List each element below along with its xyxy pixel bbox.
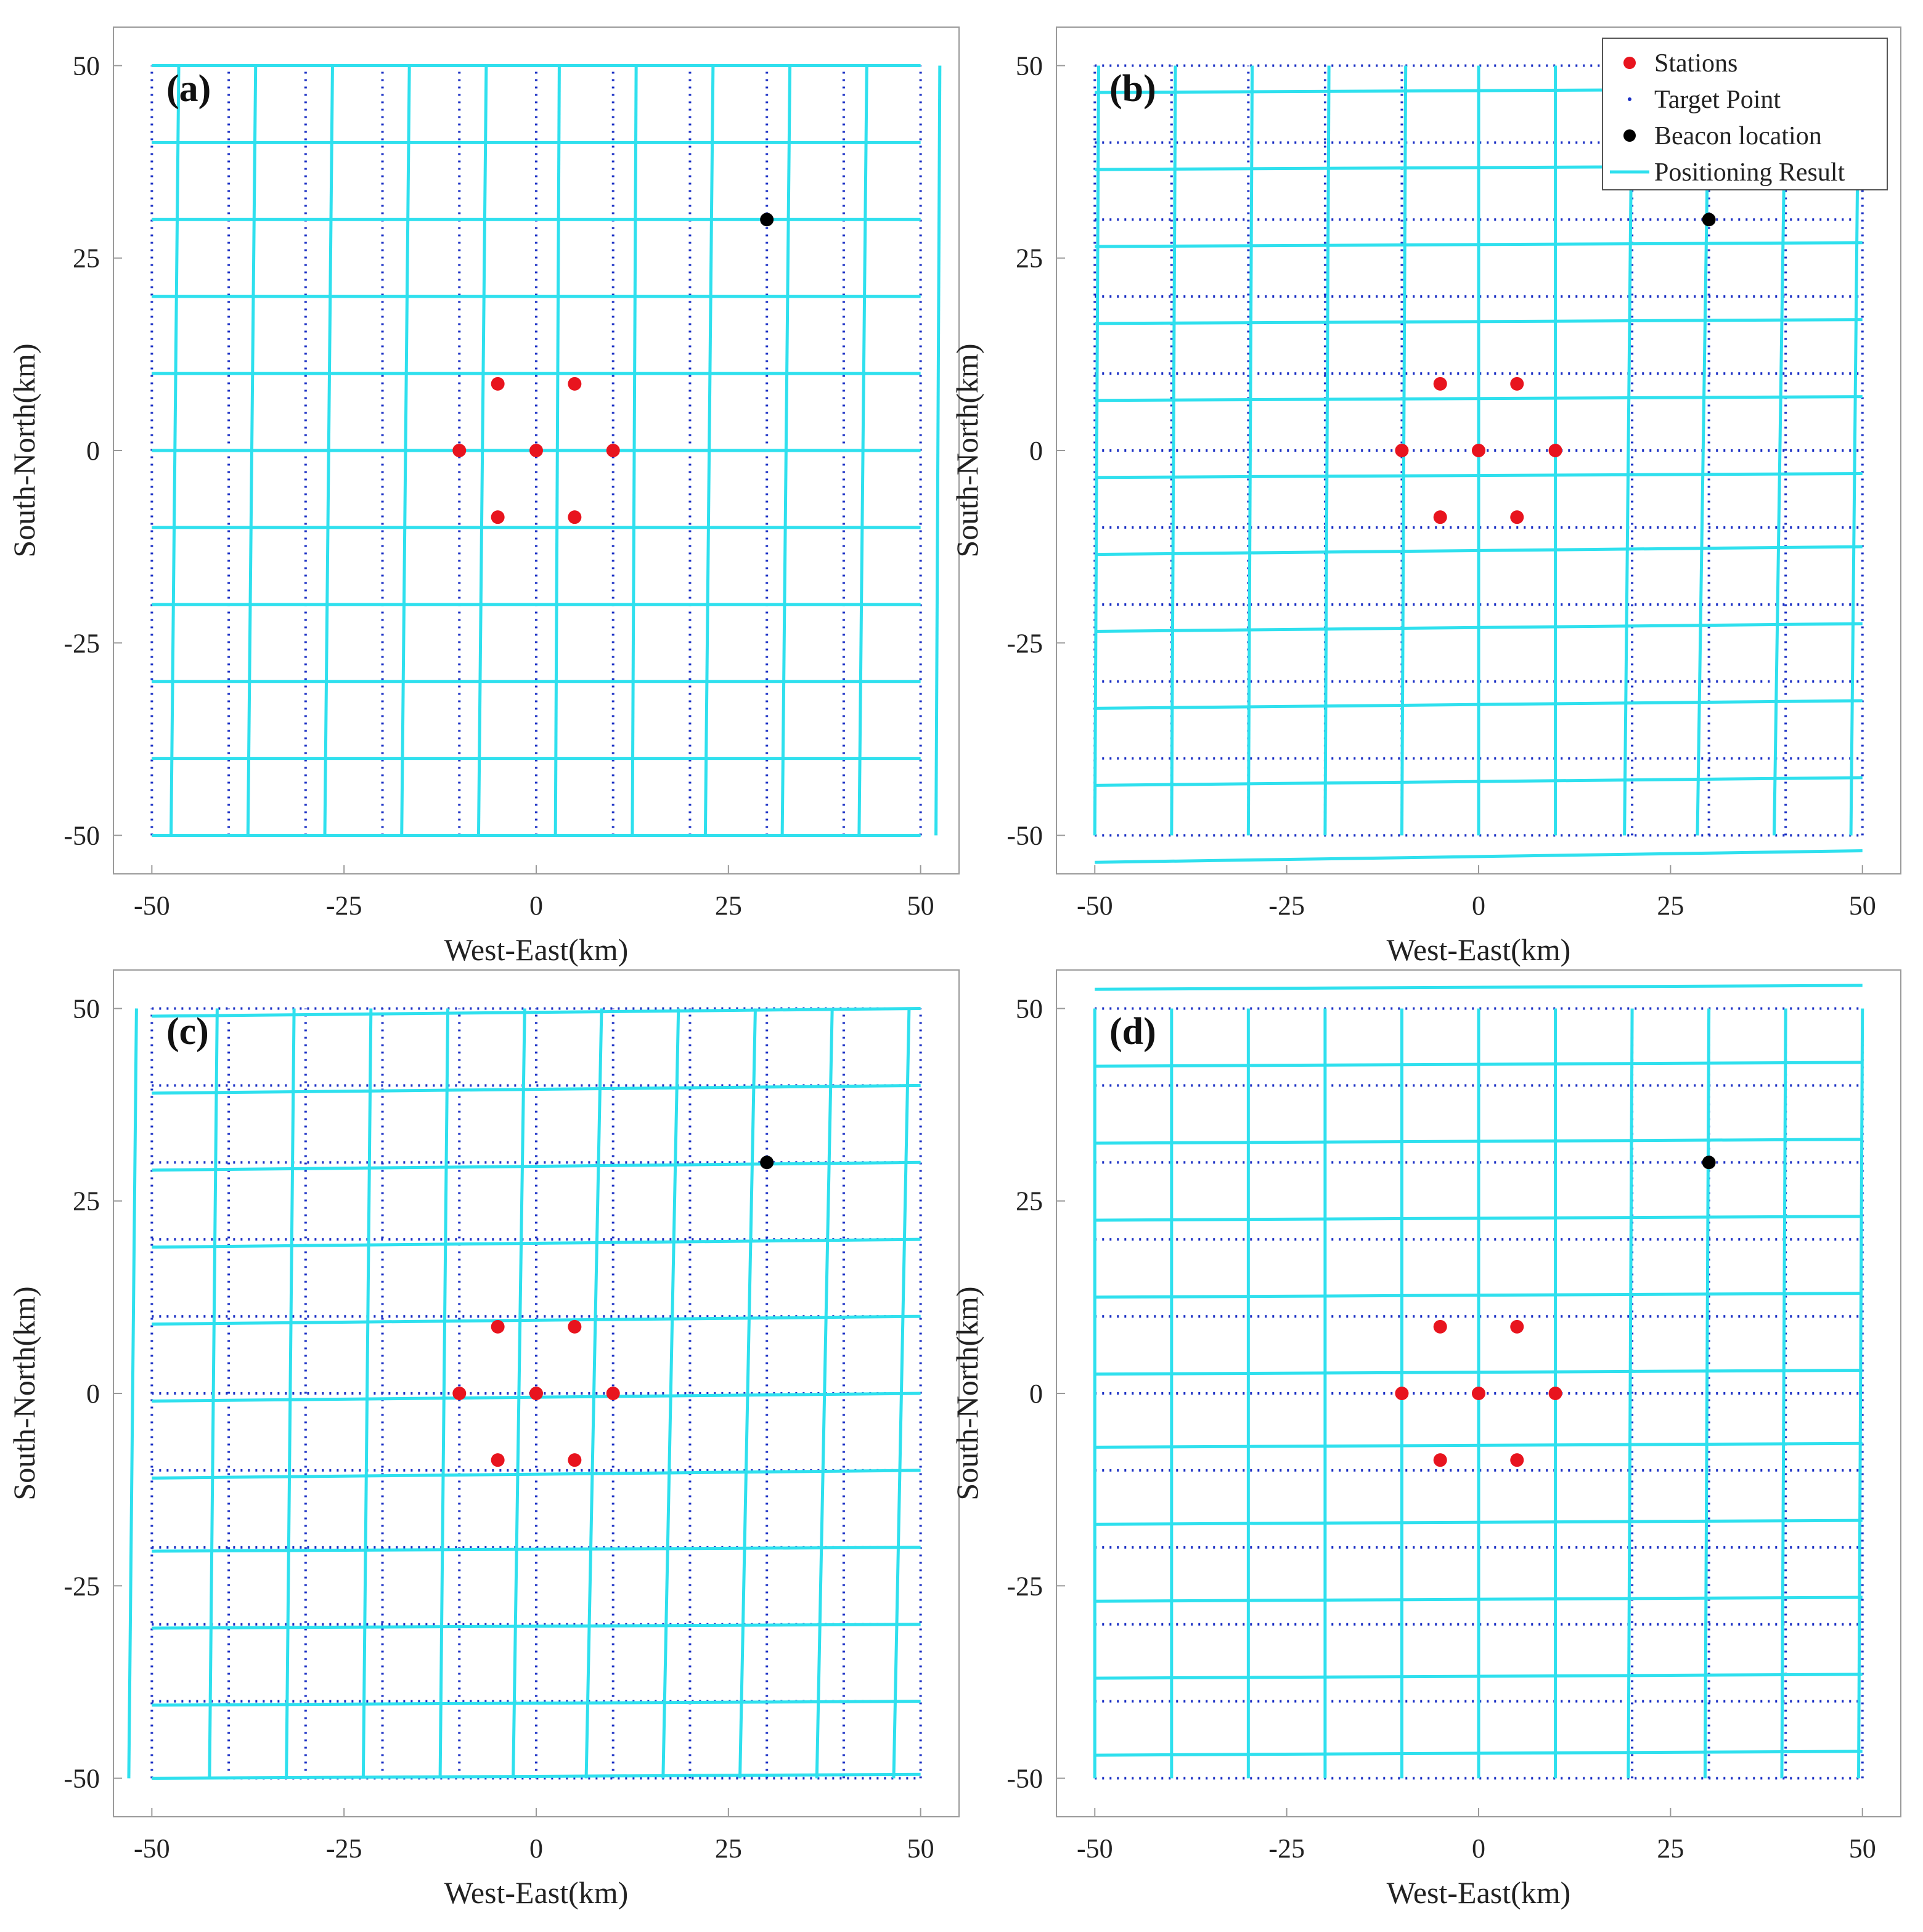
- y-tick-label: -25: [1006, 628, 1043, 659]
- y-tick-label: -25: [1006, 1571, 1043, 1602]
- y-tick-label: 25: [73, 1186, 100, 1217]
- legend-entry-label: Positioning Result: [1654, 158, 1845, 187]
- x-axis-label: West-East(km): [444, 932, 629, 967]
- station-marker: [1434, 377, 1447, 391]
- legend-entry-label: Target Point: [1654, 86, 1781, 114]
- station-marker: [529, 1387, 543, 1400]
- legend-symbol: [1623, 57, 1636, 69]
- legend: [1602, 38, 1887, 190]
- y-tick-label: 25: [1016, 243, 1043, 274]
- station-marker: [568, 377, 581, 391]
- y-tick-label: 25: [73, 243, 100, 274]
- station-marker: [491, 1453, 505, 1467]
- station-marker: [1549, 444, 1562, 457]
- x-tick-label: -50: [1076, 891, 1113, 921]
- beacon-marker: [1702, 1156, 1716, 1169]
- x-tick-label: 50: [1848, 1833, 1876, 1864]
- y-tick-label: 50: [73, 993, 100, 1024]
- station-marker: [491, 377, 505, 391]
- station-marker: [568, 1320, 581, 1334]
- panel-label: (a): [166, 68, 211, 110]
- x-tick-label: -25: [1268, 891, 1305, 921]
- y-tick-label: 0: [86, 436, 100, 466]
- legend-symbol: [1628, 97, 1631, 101]
- station-marker: [1395, 1387, 1408, 1400]
- panel-label: (b): [1109, 68, 1156, 110]
- station-marker: [1395, 444, 1408, 457]
- y-tick-label: -25: [63, 628, 100, 659]
- x-tick-label: 25: [714, 1833, 742, 1864]
- station-marker: [568, 510, 581, 524]
- x-tick-label: -50: [1076, 1833, 1113, 1864]
- y-axis-label: South-North(km): [950, 343, 984, 558]
- station-marker: [1434, 1320, 1447, 1334]
- y-axis-label: South-North(km): [950, 1286, 984, 1501]
- station-marker: [1472, 1387, 1485, 1400]
- station-marker: [1434, 510, 1447, 524]
- y-tick-label: 0: [1029, 436, 1043, 466]
- station-marker: [491, 1320, 505, 1334]
- station-marker: [1434, 1453, 1447, 1467]
- x-tick-label: 0: [1472, 891, 1485, 921]
- station-marker: [1549, 1387, 1562, 1400]
- station-marker: [1510, 1453, 1524, 1467]
- x-tick-label: 0: [529, 1833, 543, 1864]
- station-marker: [1510, 377, 1524, 391]
- panel-label: (c): [166, 1011, 209, 1053]
- x-tick-label: 0: [529, 891, 543, 921]
- panel-b: [950, 27, 1901, 967]
- x-tick-label: -50: [134, 1833, 170, 1864]
- y-tick-label: 50: [1016, 993, 1043, 1024]
- station-marker: [1510, 510, 1524, 524]
- station-marker: [529, 444, 543, 457]
- x-tick-label: 25: [1657, 1833, 1684, 1864]
- legend-symbol: [1623, 129, 1636, 142]
- panel-label: (d): [1109, 1011, 1156, 1053]
- y-tick-label: 0: [1029, 1379, 1043, 1409]
- legend-entry-label: Stations: [1654, 49, 1738, 78]
- x-tick-label: 50: [907, 891, 934, 921]
- y-tick-label: -50: [1006, 820, 1043, 851]
- y-tick-label: 50: [73, 51, 100, 81]
- x-axis-label: West-East(km): [444, 1875, 629, 1910]
- y-tick-label: -50: [63, 820, 100, 851]
- y-tick-label: 25: [1016, 1186, 1043, 1217]
- station-marker: [1510, 1320, 1524, 1334]
- x-tick-label: -50: [134, 891, 170, 921]
- beacon-marker: [760, 1156, 774, 1169]
- station-marker: [568, 1453, 581, 1467]
- y-axis-label: South-North(km): [7, 343, 41, 558]
- x-tick-label: 25: [714, 891, 742, 921]
- x-axis-label: West-East(km): [1386, 1875, 1571, 1910]
- x-tick-label: -25: [1268, 1833, 1305, 1864]
- x-tick-label: 50: [1848, 891, 1876, 921]
- station-marker: [1472, 444, 1485, 457]
- x-tick-label: 50: [907, 1833, 934, 1864]
- y-axis-label: South-North(km): [7, 1286, 41, 1501]
- beacon-marker: [760, 213, 774, 226]
- x-axis-label: West-East(km): [1386, 932, 1571, 967]
- y-tick-label: -50: [1006, 1763, 1043, 1794]
- x-tick-label: -25: [325, 1833, 362, 1864]
- x-tick-label: 25: [1657, 891, 1684, 921]
- y-tick-label: 0: [86, 1379, 100, 1409]
- x-tick-label: 0: [1472, 1833, 1485, 1864]
- panel-a: [7, 27, 959, 967]
- x-tick-label: -25: [325, 891, 362, 921]
- station-marker: [491, 510, 505, 524]
- station-marker: [606, 444, 620, 457]
- station-marker: [452, 1387, 466, 1400]
- beacon-marker: [1702, 213, 1716, 226]
- panel-c: [7, 970, 959, 1910]
- y-tick-label: 50: [1016, 51, 1043, 81]
- station-marker: [452, 444, 466, 457]
- y-tick-label: -25: [63, 1571, 100, 1602]
- y-tick-label: -50: [63, 1763, 100, 1794]
- panel-d: [950, 970, 1901, 1910]
- station-marker: [606, 1387, 620, 1400]
- legend-entry-label: Beacon location: [1654, 122, 1822, 150]
